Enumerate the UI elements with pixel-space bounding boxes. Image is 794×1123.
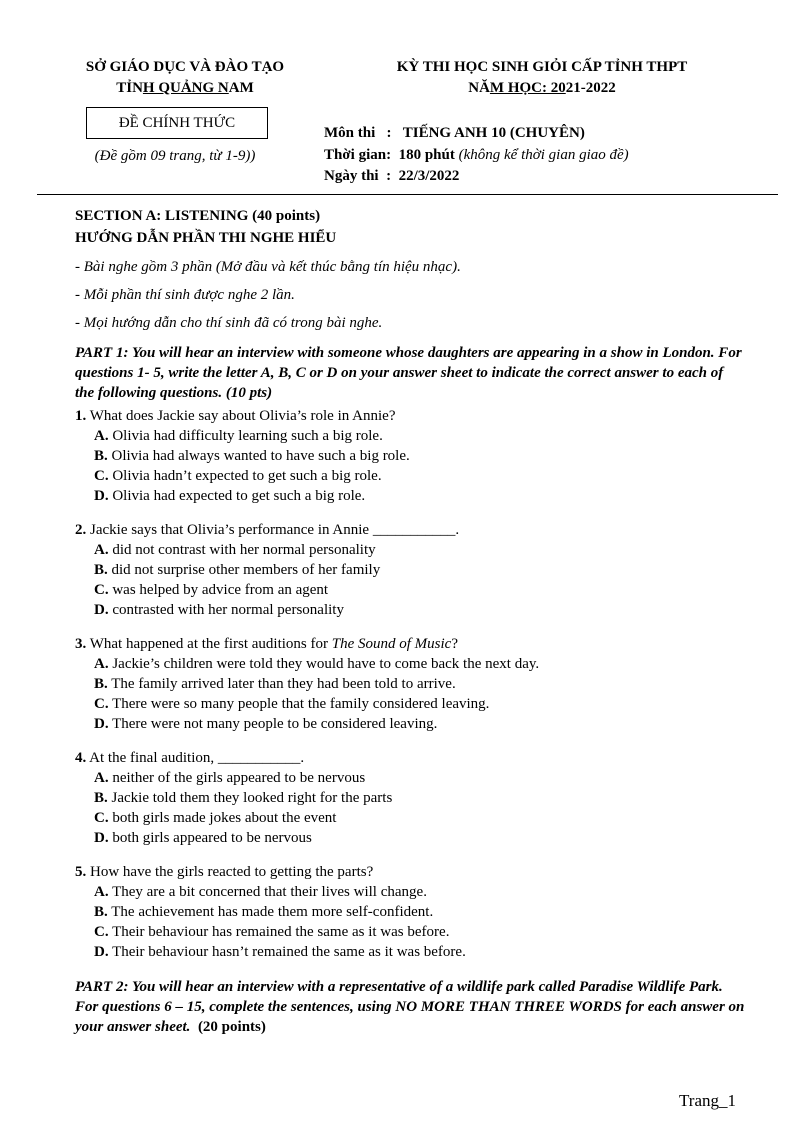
option-d: D. Olivia had expected to get such a big role. bbox=[94, 488, 366, 504]
pages-note: (Đề gồm 09 trang, từ 1-9)) bbox=[94, 148, 256, 164]
option-d: D. Their behaviour hasn’t remained the same as it was before. bbox=[94, 944, 466, 960]
guide-line: - Bài nghe gồm 3 phần (Mở đầu và kết thúc bằng tín hiệu nhạc). bbox=[75, 259, 461, 275]
exam-title: KỲ THI HỌC SINH GIỎI CẤP TỈNH THPT bbox=[396, 59, 688, 75]
section-title: SECTION A: LISTENING (40 points) bbox=[75, 208, 321, 224]
question-1 bbox=[75, 406, 745, 506]
option-c: C. both girls made jokes about the event bbox=[94, 810, 337, 826]
option-a: A. Olivia had difficulty learning such a big role. bbox=[94, 428, 383, 444]
department-name: SỞ GIÁO DỤC VÀ ĐÀO TẠO bbox=[85, 59, 285, 75]
question-stem: 4. At the final audition, ___________. bbox=[75, 750, 305, 766]
question-5 bbox=[75, 862, 745, 962]
province-name: TỈNH QUẢNG NAM bbox=[116, 80, 254, 96]
option-b: B. Jackie told them they looked right for the parts bbox=[94, 790, 393, 806]
part-2-instructions: PART 2: You will hear an interview with a representative of a wildlife park called Paradise Wildlife Park. For questions 6 – 15, complete the sentences, using NO MORE THAN THREE WORDS for each answer on your answer sheet. (20 points) bbox=[75, 979, 745, 1035]
option-c: C. was helped by advice from an agent bbox=[94, 582, 329, 598]
option-d: D. contrasted with her normal personality bbox=[94, 602, 344, 618]
option-a: A. neither of the girls appeared to be nervous bbox=[94, 770, 366, 786]
option-a: A. Jackie’s children were told they would have to come back the next day. bbox=[94, 656, 540, 672]
option-c: C. Their behaviour has remained the same as it was before. bbox=[94, 924, 450, 940]
question-stem: 3. What happened at the first auditions for The Sound of Music? bbox=[75, 636, 458, 652]
question-list bbox=[75, 406, 745, 962]
option-a: A. did not contrast with her normal personality bbox=[94, 542, 376, 558]
guide-line: - Mỗi phần thí sinh được nghe 2 lần. bbox=[75, 287, 295, 303]
subject-row: Môn thi : TIẾNG ANH 10 (CHUYÊN) bbox=[324, 125, 585, 141]
part-1-instructions: PART 1: You will hear an interview with someone whose daughters are appearing in a show in London. For questions 1- 5, write the letter A, B, C or D on your answer sheet to indicate the correct answer to each of the following questions. (10 pts) bbox=[75, 345, 742, 401]
official-exam-stamp: ĐỀ CHÍNH THỨC bbox=[86, 107, 268, 139]
guide-line: - Mọi hướng dẫn cho thí sinh đã có trong bài nghe. bbox=[75, 315, 383, 331]
option-c: C. Olivia hadn’t expected to get such a big role. bbox=[94, 468, 382, 484]
question-4 bbox=[75, 748, 745, 848]
question-2 bbox=[75, 520, 745, 620]
school-year: NĂM HỌC: 2021-2022 bbox=[468, 80, 616, 96]
option-b: B. The achievement has made them more self-confident. bbox=[94, 904, 434, 920]
time-row: Thời gian: 180 phút (không kể thời gian giao đề) bbox=[324, 146, 629, 163]
department-header bbox=[40, 57, 330, 99]
option-c: C. There were so many people that the family considered leaving. bbox=[94, 696, 490, 712]
option-b: B. The family arrived later than they had been told to arrive. bbox=[94, 676, 456, 692]
exam-info bbox=[324, 123, 629, 188]
option-d: D. both girls appeared to be nervous bbox=[94, 830, 312, 846]
header-divider bbox=[37, 194, 778, 195]
guide-title: HƯỚNG DẪN PHẦN THI NGHE HIỂU bbox=[75, 230, 337, 246]
page-number: Trang_1 bbox=[679, 1091, 736, 1110]
option-d: D. There were not many people to be considered leaving. bbox=[94, 716, 438, 732]
option-b: B. did not surprise other members of her family bbox=[94, 562, 381, 578]
exam-header bbox=[330, 57, 754, 99]
option-a: A. They are a bit concerned that their lives will change. bbox=[94, 884, 427, 900]
question-stem: 5. How have the girls reacted to getting the parts? bbox=[75, 864, 374, 880]
question-3 bbox=[75, 634, 745, 734]
question-stem: 2. Jackie says that Olivia’s performance in Annie ___________. bbox=[75, 522, 460, 538]
date-row: Ngày thi : 22/3/2022 bbox=[324, 168, 460, 184]
question-stem: 1. What does Jackie say about Olivia’s role in Annie? bbox=[75, 408, 396, 424]
exam-content bbox=[75, 205, 745, 1037]
option-b: B. Olivia had always wanted to have such a big role. bbox=[94, 448, 410, 464]
